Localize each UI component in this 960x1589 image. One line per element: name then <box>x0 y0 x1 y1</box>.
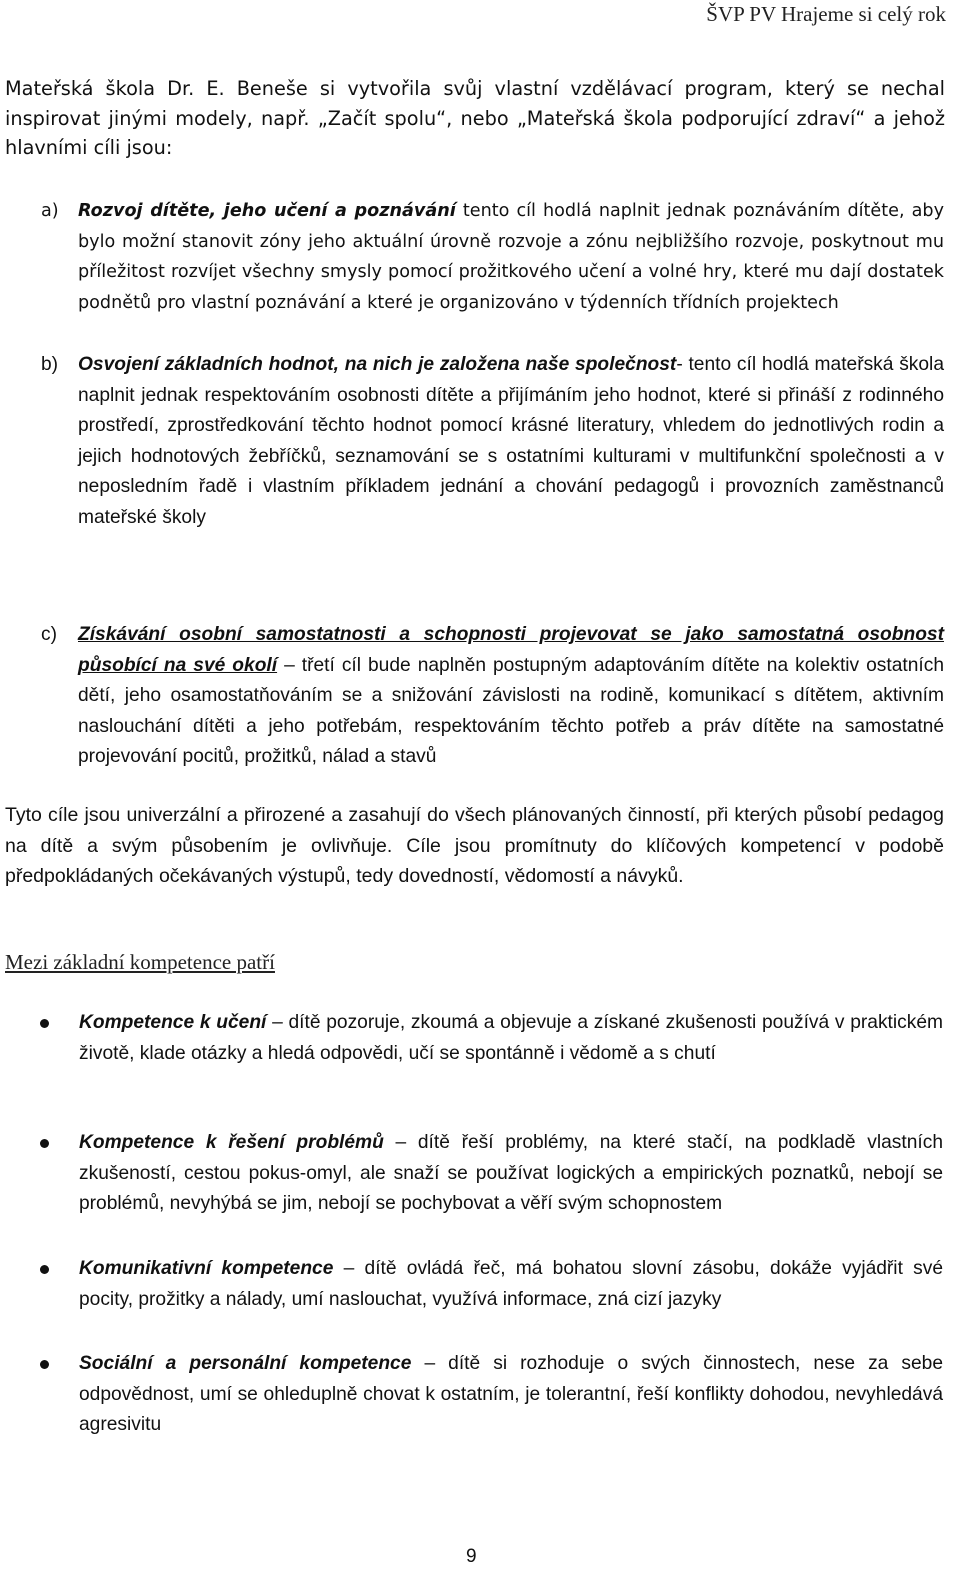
goal-a <box>41 196 944 318</box>
goal-text: tento cíl hodlá naplnit jednak poznáváním dítěte, aby bylo možní stanovit zóny jeho aktuální úrovně rozvoje a zónu nejbližšího rozvoje, poskytnout mu příležitost rozvíjet všechny smysly pomocí prožitkového učení a volné hry, které mu dají dostatek podnětů pro vlastní poznávání a které je organizováno v týdenních třídních projektech <box>78 201 944 313</box>
goal-label: c) <box>41 624 57 645</box>
competences-heading: Mezi základní kompetence patří <box>5 950 275 974</box>
competence-title: Kompetence k učení <box>79 1012 267 1033</box>
goal-label: b) <box>41 354 59 375</box>
page-number: 9 <box>466 1546 477 1567</box>
list-item <box>0 1008 960 1069</box>
competence-text: – dítě ovládá řeč, má bohatou slovní zásobu, dokáže vyjádřit své pocity, prožitky a nálady, umí naslouchat, využívá informace, zná cizí jazyky <box>79 1258 943 1310</box>
summary-paragraph: Tyto cíle jsou univerzální a přirozené a zasahují do všech plánovaných činností, při kterých působí pedagog na dítě a svým působením je ovlivňuje. Cíle jsou promítnuty do klíčových kompetencí v podobě předpokládaných očekávaných výstupů, tedy dovedností, vědomostí a návyků. <box>5 804 944 887</box>
goal-title: Rozvoj dítěte, jeho učení a poznávání <box>78 201 456 221</box>
bullet-icon <box>40 1360 49 1369</box>
running-header: ŠVP PV Hrajeme si celý rok <box>706 2 946 26</box>
intro-paragraph: Mateřská škola Dr. E. Beneše si vytvořila svůj vlastní vzdělávací program, který se nechal inspirovat jinými modely, např. „Začít spolu“, nebo „Mateřská škola podporující zdraví“ a jehož hlavními cíli jsou: <box>5 77 945 159</box>
goal-b <box>41 350 944 533</box>
goal-c <box>41 620 944 773</box>
list-item <box>0 1349 960 1441</box>
competence-text: – dítě řeší problémy, na které stačí, na podkladě vlastních zkušeností, cestou pokus-omyl, ale snaží se používat logických a empirických poznatků, nebojí se problémů, nevyhýbá se jim, nebojí se pochybovat a věří svým schopnostem <box>79 1132 943 1214</box>
list-item <box>0 1128 960 1220</box>
bullet-icon <box>40 1265 49 1274</box>
goal-text: - tento cíl hodlá mateřská škola naplnit jednak respektováním osobnosti dítěte a přijímáním jeho hodnot, které si přináší z rodinného prostředí, zprostředkování těchto hodnot pomocí krásné literatury, vhledem do jednotlivých rodin a jejich hodnotových žebříčků, seznamování se s ostatními kulturami v multifunkční společnosti a v neposledním řadě i vlastním příkladem jednání a chování pedagogů i provozních zaměstnanců mateřské školy <box>78 354 944 528</box>
list-item <box>0 1254 960 1315</box>
competence-title: Komunikativní kompetence <box>79 1258 334 1279</box>
goal-text: – třetí cíl bude naplněn postupným adaptováním dítěte na kolektiv ostatních dětí, jeho osamostatňováním se a snižování závislosti na rodině, komunikací s dítětem, aktivním naslouchání dítěti a jeho potřebám, respektováním těchto potřeb a práv dítěte na samostatné projevování pocitů, prožitků, nálad a stavů <box>78 654 944 767</box>
competence-text: – dítě si rozhoduje o svých činnostech, nese za sebe odpovědnost, umí se ohleduplně chovat k ostatním, je tolerantní, řeší konflikty dohodou, nevyhledává agresivitu <box>79 1353 944 1435</box>
bullet-icon <box>40 1139 49 1148</box>
competence-text: – dítě pozoruje, zkoumá a objevuje a získané zkušenosti používá v praktickém životě, klade otázky a hledá odpovědi, učí se spontánně i vědomě a s chutí <box>79 1012 943 1064</box>
bullet-icon <box>40 1019 49 1028</box>
competence-title: Sociální a personální kompetence <box>79 1353 412 1374</box>
goal-title: Získávání osobní samostatnosti a schopnosti projevovat se jako samostatná osobnost působící na své okolí <box>78 624 944 676</box>
goal-label: a) <box>41 201 59 221</box>
goal-title: Osvojení základních hodnot, na nich je založena naše společnost <box>78 354 677 375</box>
competence-title: Kompetence k řešení problémů <box>79 1132 384 1153</box>
